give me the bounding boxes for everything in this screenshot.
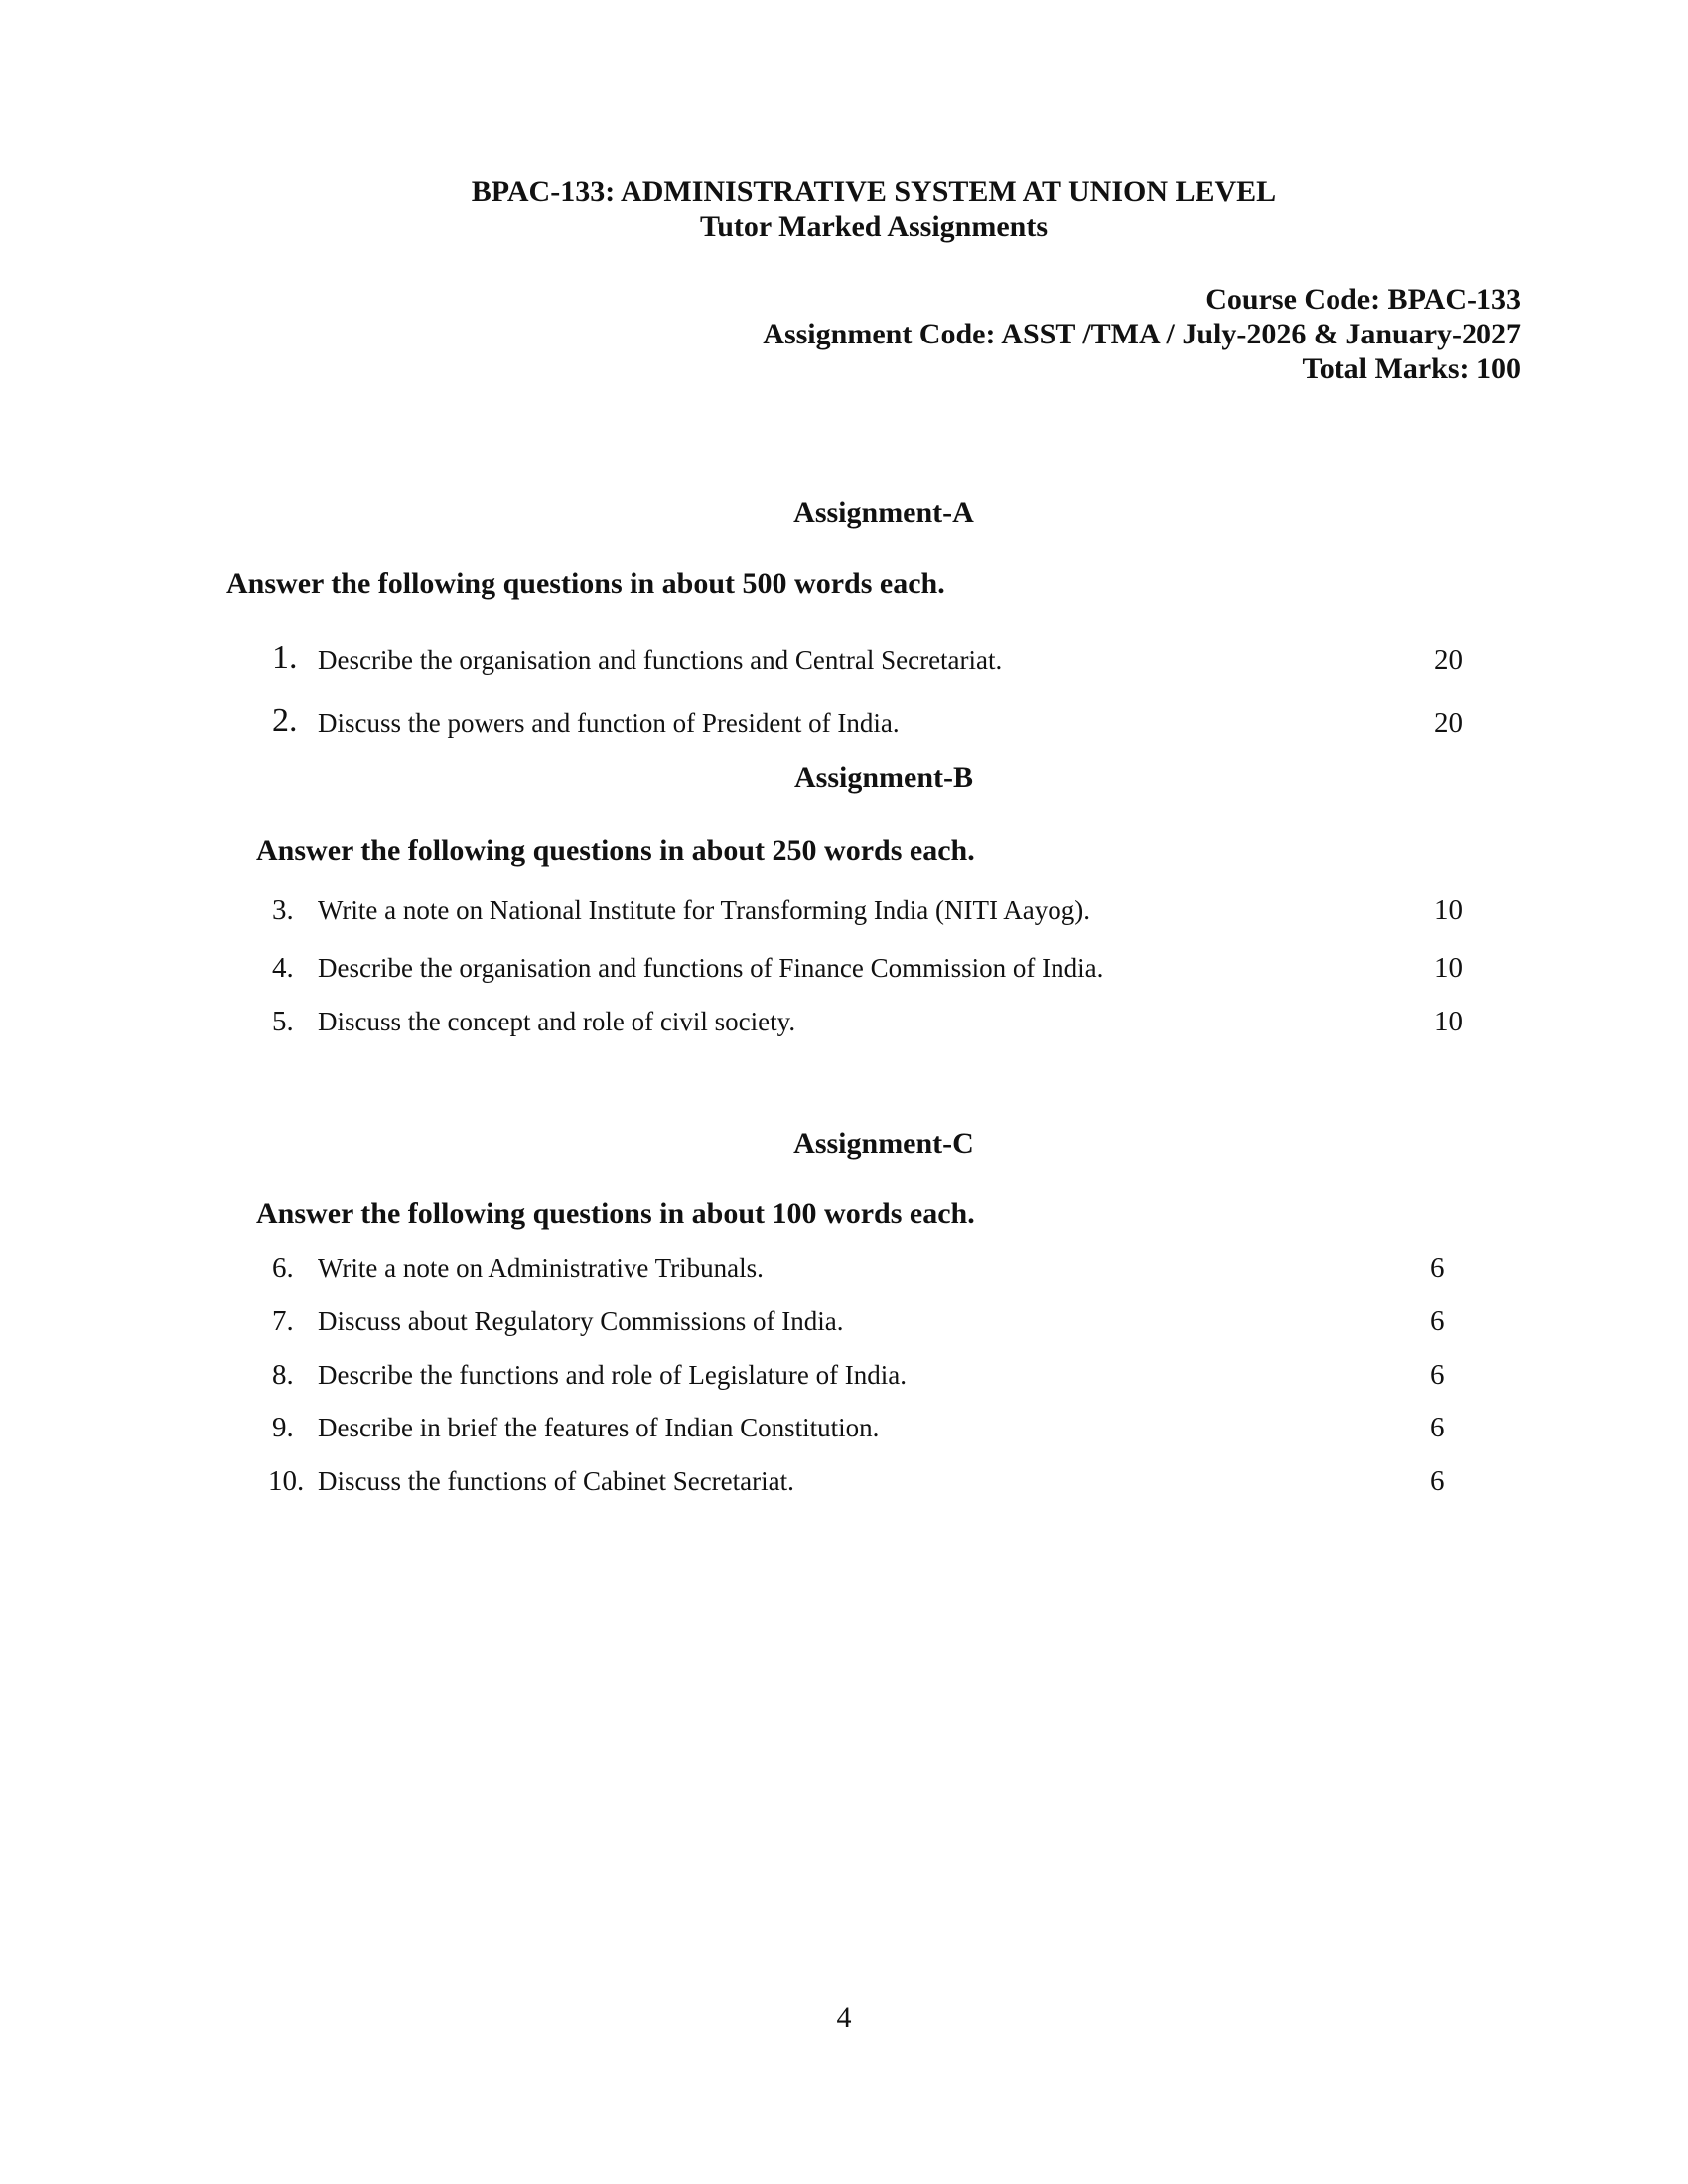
section-instruction-a: Answer the following questions in about 500 words each. xyxy=(226,567,945,600)
question-number: 6. xyxy=(272,1252,294,1284)
question-marks: 6 xyxy=(1430,1412,1445,1443)
assignment-code: Assignment Code: ASST /TMA / July-2026 & January-2027 xyxy=(763,318,1521,350)
section-instruction-c: Answer the following questions in about 100 words each. xyxy=(256,1197,975,1230)
question-text: Describe the functions and role of Legislature of India. xyxy=(318,1360,908,1390)
question-marks: 6 xyxy=(1430,1305,1445,1337)
question-marks: 6 xyxy=(1430,1359,1445,1391)
question-number: 8. xyxy=(272,1359,294,1391)
question-number: 7. xyxy=(272,1305,294,1337)
question-number: 5. xyxy=(272,1006,294,1037)
question-text: Describe the organisation and functions of Finance Commission of India. xyxy=(318,953,1104,983)
document-subtitle: Tutor Marked Assignments xyxy=(699,210,1049,243)
question-marks: 10 xyxy=(1434,1006,1463,1037)
section-heading-c: Assignment-C xyxy=(793,1127,974,1160)
section-heading-b: Assignment-B xyxy=(793,761,973,794)
section-heading-a: Assignment-A xyxy=(793,496,974,529)
question-text: Discuss the powers and function of President of India. xyxy=(318,708,900,738)
question-marks: 20 xyxy=(1434,707,1463,739)
question-text: Discuss about Regulatory Commissions of India. xyxy=(318,1306,844,1336)
question-number: 9. xyxy=(272,1412,294,1443)
question-text: Write a note on National Institute for Transforming India (NITI Aayog). xyxy=(318,895,1090,925)
document-title: BPAC-133: ADMINISTRATIVE SYSTEM AT UNION LEVEL xyxy=(471,175,1277,207)
total-marks: Total Marks: 100 xyxy=(1302,352,1521,385)
course-code: Course Code: BPAC-133 xyxy=(1205,283,1521,316)
page-number: 4 xyxy=(836,2001,852,2034)
question-text: Describe in brief the features of Indian Constitution. xyxy=(318,1413,880,1442)
question-number: 10. xyxy=(268,1465,305,1497)
question-number: 3. xyxy=(272,894,294,926)
question-text: Write a note on Administrative Tribunals. xyxy=(318,1253,764,1283)
question-number: 2. xyxy=(272,702,298,739)
question-text: Discuss the functions of Cabinet Secretariat. xyxy=(318,1466,794,1496)
section-instruction-b: Answer the following questions in about 250 words each. xyxy=(256,834,975,867)
question-marks: 6 xyxy=(1430,1252,1445,1284)
question-marks: 10 xyxy=(1434,894,1463,926)
question-marks: 20 xyxy=(1434,644,1463,676)
question-marks: 6 xyxy=(1430,1465,1445,1497)
question-text: Describe the organisation and functions and Central Secretariat. xyxy=(318,645,1003,675)
question-marks: 10 xyxy=(1434,952,1463,984)
question-text: Discuss the concept and role of civil society. xyxy=(318,1007,796,1036)
question-number: 1. xyxy=(272,639,298,676)
question-number: 4. xyxy=(272,952,294,984)
